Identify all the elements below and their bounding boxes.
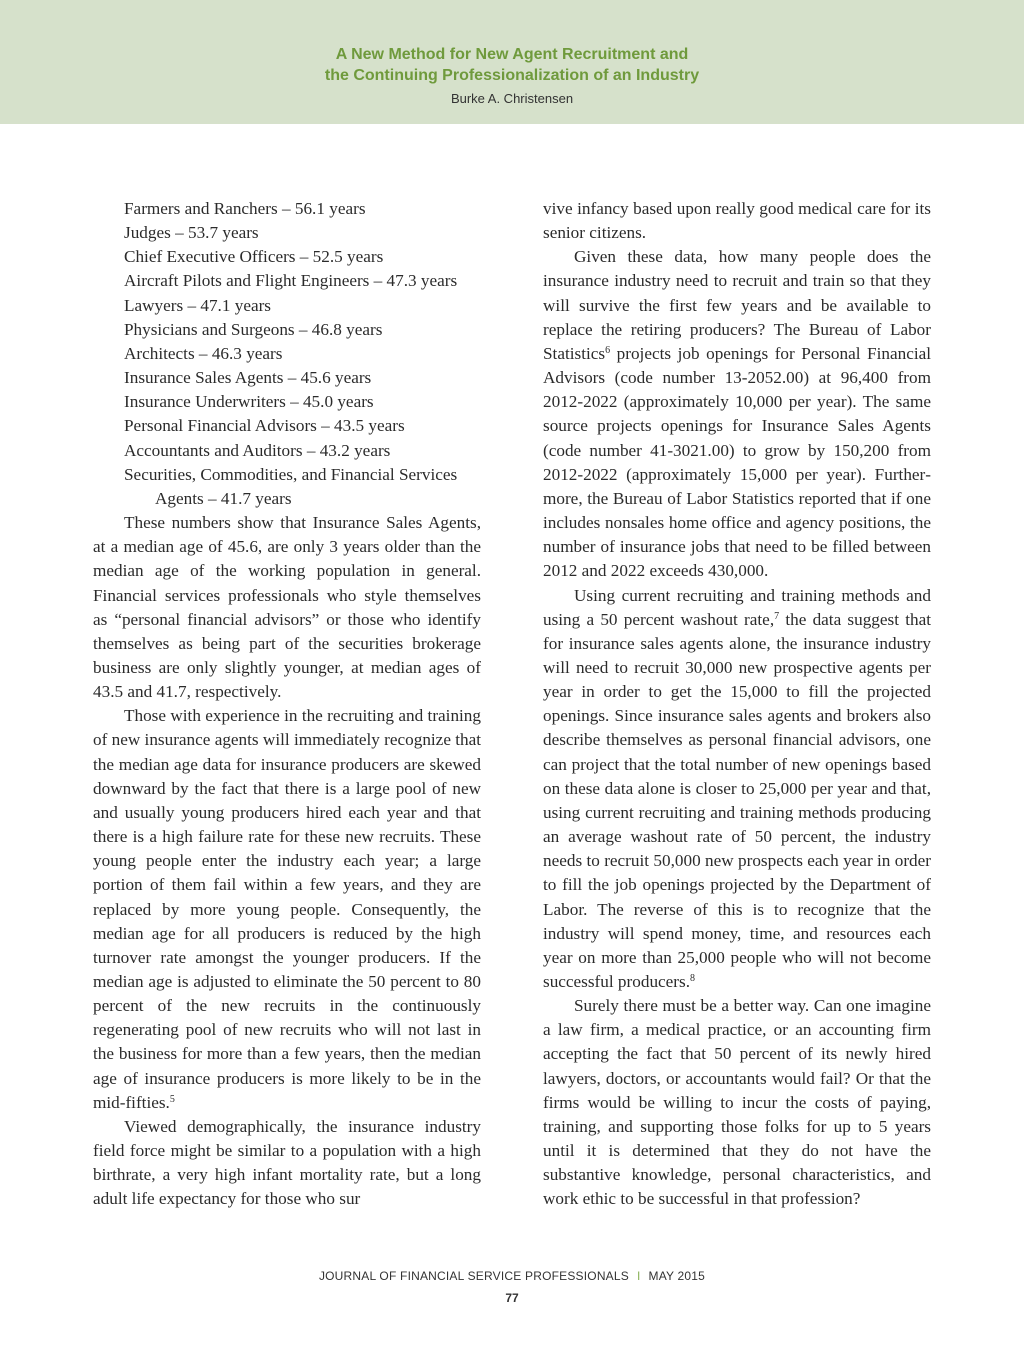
- article-title-line-2: the Continuing Professionalization of an Industry: [324, 67, 700, 84]
- paragraph-text: Those with experience in the recruiting and training of new insurance agents will immediately recognize that the median age data for insurance producers are skewed downward by the fact that there is a large pool of new and usually young producers hired each year and that there is a high failure rate for these new recruits. These young people enter the industry each year; a large portion of them fail within a few years, and they are replaced by more young people. Consequently, the median age for all producers is reduced by the high turnover rate amongst the younger producers. If the median age is adjusted to eliminate the 50 percent to 80 percent of the new recruits in the continuously regenerating pool of new recruits who will not last in the business for more than a few years, then the median age of insurance producers is more likely to be in the mid-fifties.: [93, 706, 482, 1112]
- footnote-ref: 7: [774, 610, 780, 622]
- list-item: Lawyers – 47.1 years: [124, 295, 272, 315]
- body-paragraph: vive infancy based upon really good medical care for its senior citizens.: [543, 199, 931, 243]
- paragraph-text: Given these data, how many people does the insurance industry need to recruit and train so that they will survive the first few years and be available to replace the retiring producers? The Bureau of Labor Statistics: [543, 247, 931, 363]
- body-paragraph: [93, 704, 481, 1115]
- list-item: Farmers and Ranchers – 56.1 years: [124, 199, 366, 218]
- list-item: Accountants and Auditors – 43.2 years: [124, 440, 391, 460]
- left-column: [93, 197, 481, 1212]
- list-item-line-1: Securities, Commodities, and Financial Services: [124, 464, 458, 484]
- issue-date: MAY 2015: [648, 1269, 706, 1283]
- list-item: [93, 463, 481, 511]
- footer-separator: I: [636, 1269, 641, 1283]
- body-paragraph: These numbers show that Insurance Sales Agents, at a median age of 45.6, are only 3 years older than the median age of the working population in general. Financial services professionals who style themselves as “personal financial advisors” or those who identify themselves as being part of the securities brokerage business are only slightly younger, at median ages of 43.5 and 41.7, respectively.: [93, 513, 481, 702]
- body-paragraph: [543, 245, 931, 583]
- page-number: 77: [505, 1291, 519, 1305]
- paragraph-text: projects job openings for Personal Financial Advisors (code number 13-2052.00) at 96,400 from 2012-2022 (approximately 10,000 per year). The same source projects openings for Insurance Sales Agents (code number 41-3021.00) to grow by 150,200 from 2012-2022 (approximately 15,000 per year). Furthermore, the Bureau of Labor Statistics reported that if one includes nonsales home office and agency positions, the number of insurance jobs that need to be filled between 2012 and 2022 exceeds 430,000.: [543, 343, 931, 581]
- list-item: Physicians and Surgeons – 46.8 years: [124, 319, 383, 339]
- article-title-line-1: A New Method for New Agent Recruitment and: [335, 46, 689, 63]
- list-item: Aircraft Pilots and Flight Engineers – 47.3 years: [124, 271, 458, 291]
- list-item: Architects – 46.3 years: [124, 343, 283, 363]
- paragraph-text: Using current recruiting and training methods and using a 50 percent washout rate,: [543, 585, 931, 629]
- footnote-ref: 8: [690, 973, 696, 984]
- list-item: Personal Financial Advisors – 43.5 years: [124, 416, 405, 436]
- footnote-ref: 5: [169, 1093, 175, 1105]
- journal-footer: [0, 1269, 1024, 1283]
- body-paragraph: Viewed demographically, the insurance industry field force might be similar to a population with a high birthrate, a very high infant mortality rate, but a long adult life expectancy for those who sur: [93, 1116, 481, 1209]
- article-author: Burke A. Christensen: [450, 91, 574, 106]
- running-header: [0, 0, 1024, 124]
- body-paragraph: Surely there must be a better way. Can one imagine a law firm, a medical practice, or an accounting firm accepting the fact that 50 percent of its newly hired lawyers, doctors, or accountants would fail? Or that the firms would be willing to incur the costs of paying, training, and supporting those folks for up to 5 years until it is determined that they do not have the substantive knowledge, personal characteristics, and work ethic to be successful in that profession?: [543, 996, 931, 1209]
- journal-name: JOURNAL OF FINANCIAL SERVICE PROFESSIONALS: [318, 1269, 629, 1283]
- list-item: Insurance Underwriters – 45.0 years: [124, 392, 374, 412]
- list-item: Chief Executive Officers – 52.5 years: [124, 247, 384, 267]
- body-paragraph: [543, 584, 931, 995]
- list-item: Judges – 53.7 years: [124, 223, 259, 243]
- median-age-list: [93, 197, 481, 511]
- footnote-ref: 6: [605, 344, 611, 356]
- list-item: Insurance Sales Agents – 45.6 years: [124, 368, 372, 388]
- paragraph-text: the data suggest that for insurance sales agents alone, the insurance industry will need to recruit 30,000 new prospective agents per year in order to get the 15,000 to fill the projected openings. Since insurance sales agents and brokers also describe themselves as personal financial advisors, one can project that the total number of new openings based on these data alone is closer to 25,000 per year and that, using current recruiting and training methods producing an average washout rate of 50 percent, the industry needs to recruit 50,000 new prospects each year in order to fill the job openings projected by the Department of Labor. The reverse of this is to recognize that the industry will spend money, time, and resources each year on more than 25,000 people who will not become successful producers.: [543, 609, 931, 991]
- right-column: [543, 197, 931, 1212]
- list-item-line-2: Agents – 41.7 years: [155, 488, 292, 508]
